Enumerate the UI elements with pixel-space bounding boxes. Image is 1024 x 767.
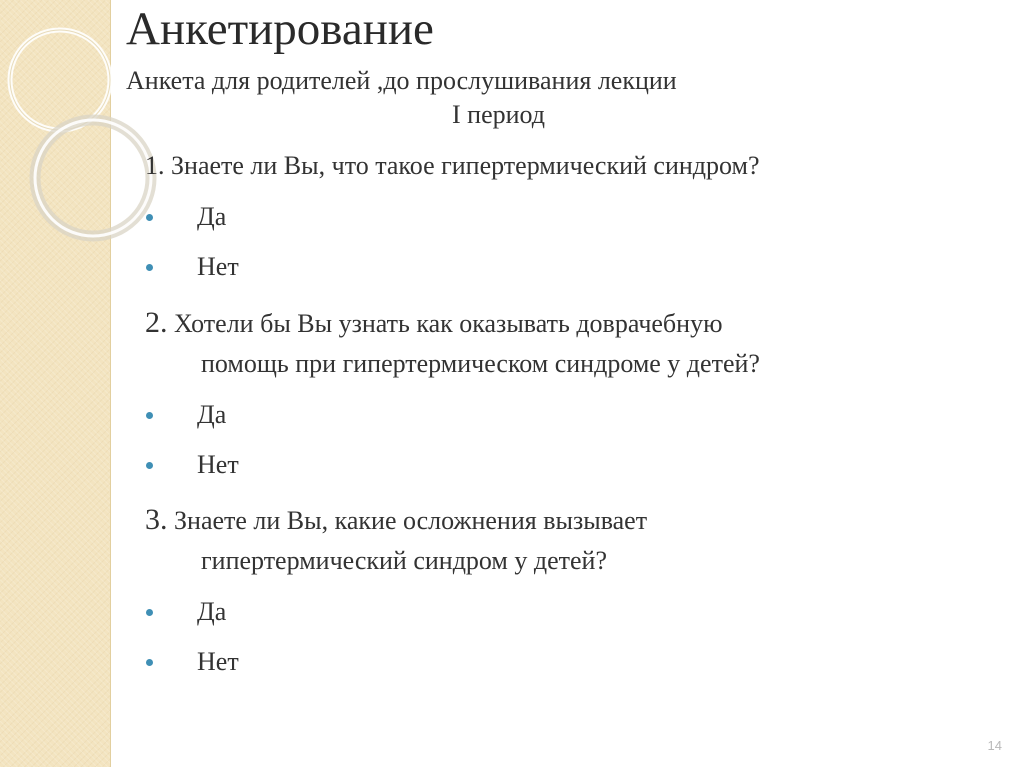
- subtitle-line-2: I период: [452, 100, 546, 129]
- question-text-continued: помощь при гипертермическом синдроме у детей?: [201, 349, 760, 378]
- option-label: Да: [197, 202, 227, 231]
- slide-title: Анкетирование: [126, 3, 434, 55]
- page-number: 14: [987, 738, 1002, 753]
- question-1-option-yes: [146, 202, 226, 232]
- question-text: Знаете ли Вы, что такое гипертермический синдром?: [171, 151, 760, 180]
- bullet-icon: [146, 462, 153, 469]
- question-2-option-no: [146, 450, 239, 480]
- option-label: Нет: [197, 252, 239, 281]
- question-2-option-yes: [146, 400, 226, 430]
- question-text-continued: гипертермический синдром у детей?: [201, 546, 608, 575]
- option-label: Нет: [197, 450, 239, 479]
- option-label: Нет: [197, 647, 239, 676]
- question-number: 2.: [145, 306, 168, 339]
- option-label: Да: [197, 400, 227, 429]
- question-text: Знаете ли Вы, какие осложнения вызывает: [174, 506, 648, 535]
- question-number: 1.: [145, 151, 165, 180]
- question-3-option-no: [146, 647, 239, 677]
- bullet-icon: [146, 412, 153, 419]
- bullet-icon: [146, 214, 153, 221]
- question-1: [145, 146, 975, 186]
- slide-subtitle: [126, 64, 986, 132]
- subtitle-line-1: Анкета для родителей ,до прослушивания лекции: [126, 66, 677, 95]
- question-1-option-no: [146, 252, 239, 282]
- option-label: Да: [197, 597, 227, 626]
- question-3: [145, 500, 975, 581]
- question-3-option-yes: [146, 597, 226, 627]
- bullet-icon: [146, 609, 153, 616]
- bullet-icon: [146, 659, 153, 666]
- question-number: 3.: [145, 503, 168, 536]
- bullet-icon: [146, 264, 153, 271]
- question-2: [145, 303, 975, 384]
- question-text: Хотели бы Вы узнать как оказывать доврачебную: [174, 309, 723, 338]
